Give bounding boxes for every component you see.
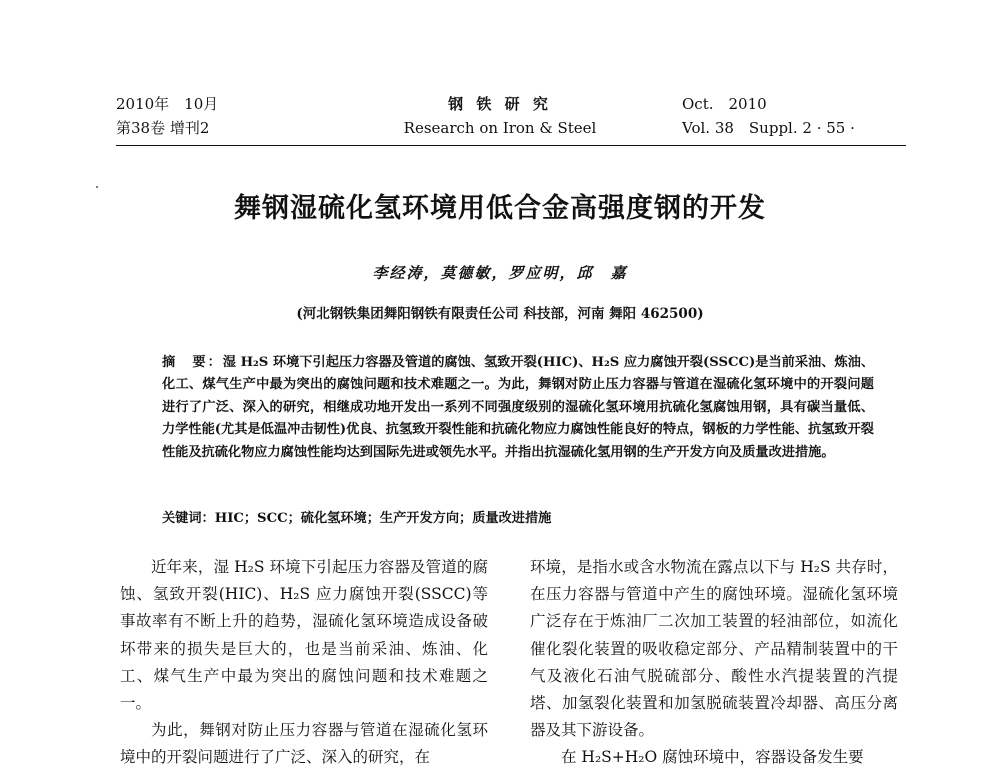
issue-date-en: Oct. 2010 bbox=[682, 95, 767, 113]
journal-name-en: Research on Iron & Steel bbox=[403, 119, 597, 137]
body-paragraph: 环境，是指水或含水物流在露点以下与 H₂S 共存时，在压力容器与管道中产生的腐蚀环境。湿硫化氢环境广泛存在于炼油厂二次加工装置的轻油部位，如流化催化裂化装置的吸收稳定部分、产品精制装置中的干气及液化石油气脱硫部分、酸性水汽提装置的汽提塔、加氢裂化装置和加氢脱硫装置冷却器、高压分离器及其下游设备。 bbox=[530, 558, 898, 740]
paper-title: 舞钢湿硫化氢环境用低合金高强度钢的开发 bbox=[234, 193, 766, 224]
keywords-text: HIC；SCC；硫化氢环境；生产开发方向；质量改进措施 bbox=[214, 511, 552, 526]
journal-issue-page bbox=[682, 92, 855, 140]
body-paragraph: 近年来，湿 H₂S 环境下引起压力容器及管道的腐蚀、氢致开裂(HIC)、H₂S 应力腐蚀开裂(SSCC)等事故率有不断上升的趋势，湿硫化氢环境造成设备破坏带来的损失是巨大的，也是当前采油、炼油、化工、煤气生产中最为突出的腐蚀问题和技术难题之一。 bbox=[120, 558, 488, 713]
issue-date: 2010年 10月 bbox=[116, 95, 219, 113]
header-rule bbox=[116, 145, 906, 146]
keywords bbox=[162, 508, 874, 530]
body-column-left bbox=[120, 554, 488, 772]
journal-name-cn: 钢 铁 研 究 bbox=[448, 95, 552, 113]
abstract-label: 摘 要： bbox=[162, 355, 223, 370]
author-list: 李经涛，莫德敏，罗应明，邱 嘉 bbox=[372, 264, 628, 282]
body-paragraph: 为此，舞钢对防止压力容器与管道在湿硫化氢环境中的开裂问题进行了广泛、深入的研究，在 bbox=[120, 721, 488, 767]
keywords-label: 关键词： bbox=[162, 511, 215, 526]
body-paragraph: 在 H₂S+H₂O 腐蚀环境中，容器设备发生要 bbox=[561, 748, 864, 767]
volume-supplement: 第38卷 增刊2 bbox=[116, 119, 210, 137]
body-column-right bbox=[530, 554, 898, 772]
abstract bbox=[162, 352, 874, 464]
affiliation: (河北钢铁集团舞阳钢铁有限责任公司 科技部，河南 舞阳 462500) bbox=[296, 306, 704, 322]
abstract-text: 湿 H₂S 环境下引起压力容器及管道的腐蚀、氢致开裂(HIC)、H₂S 应力腐蚀开裂(SSCC)是当前采油、炼油、化工、煤气生产中最为突出的腐蚀问题和技术难题之一。为此，舞钢对防止压力容器与管道在湿硫化氢环境中的开裂问题进行了广泛、深入的研究，相继成功地开发出一系列不同强度级别的湿硫化氢环境用抗硫化氢腐蚀用钢，具有碳当量低、力学性能(尤其是低温冲击韧性)优良、抗氢致开裂性能和抗硫化物应力腐蚀性能良好的特点，钢板的力学性能、抗氢致开裂性能及抗硫化物应力腐蚀性能均达到国际先进或领先水平。并指出抗湿硫化氢用钢的生产开发方向及质量改进措施。 bbox=[162, 355, 875, 460]
volume-page-en: Vol. 38 Suppl. 2 · 55 · bbox=[682, 119, 855, 137]
